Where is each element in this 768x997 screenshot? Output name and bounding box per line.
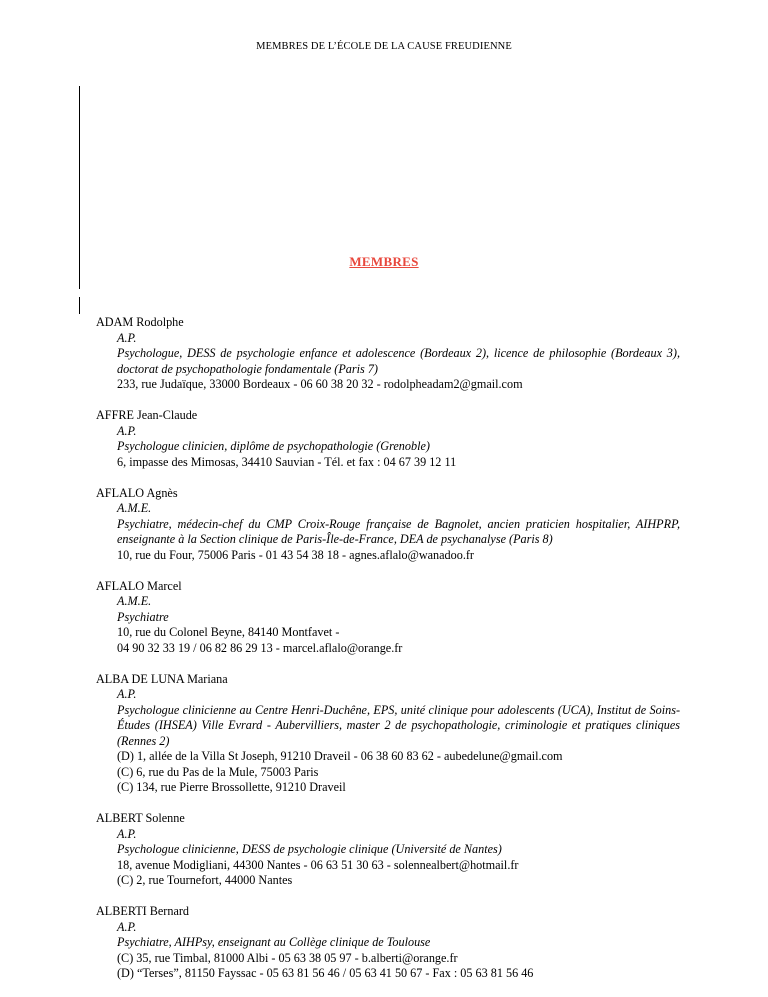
member-entry xyxy=(96,408,680,470)
member-address-line: 18, avenue Modigliani, 44300 Nantes - 06 63 51 30 63 - solennealbert@hotmail.fr xyxy=(117,857,519,872)
member-status: A.M.E. xyxy=(117,594,152,608)
member-address-line: 6, impasse des Mimosas, 34410 Sauvian - Tél. et fax : 04 67 39 12 11 xyxy=(117,454,457,469)
member-details xyxy=(117,827,680,889)
member-details xyxy=(117,424,680,471)
member-address-line: 04 90 32 33 19 / 06 82 86 29 13 - marcel.aflalo@orange.fr xyxy=(117,640,403,655)
member-description: Psychologue clinicienne au Centre Henri-Duchêne, EPS, unité clinique pour adolescents (UCA), Institut de Soins-Études (IHSEA) Ville Evrard - Aubervilliers, master 2 de psychopathologie, criminologie et pratiques cliniques (Rennes 2) xyxy=(117,702,680,748)
member-name: ADAM Rodolphe xyxy=(96,315,184,329)
member-address-line: 233, rue Judaïque, 33000 Bordeaux - 06 60 38 20 32 - rodolpheadam2@gmail.com xyxy=(117,377,523,391)
member-description: Psychologue clinicien, diplôme de psychopathologie (Grenoble) xyxy=(117,439,430,453)
member-address-line: 10, rue du Colonel Beyne, 84140 Montfavet - xyxy=(117,625,340,639)
member-name: AFLALO Marcel xyxy=(96,578,182,593)
member-address-line: (C) 6, rue du Pas de la Mule, 75003 Paris xyxy=(117,764,319,779)
member-entry xyxy=(96,315,680,393)
member-details xyxy=(117,501,680,563)
member-entry xyxy=(96,672,680,796)
member-status: A.P. xyxy=(117,826,137,841)
member-status: A.P. xyxy=(117,687,137,701)
member-status: A.P. xyxy=(117,919,137,934)
member-status: A.P. xyxy=(117,330,137,345)
member-address-line: (C) 35, rue Timbal, 81000 Albi - 05 63 38 05 97 - b.alberti@orange.fr xyxy=(117,950,458,965)
member-entry xyxy=(96,486,680,564)
member-details xyxy=(117,331,680,393)
member-entry xyxy=(96,811,680,889)
member-address-line: (C) 134, rue Pierre Brossollette, 91210 Draveil xyxy=(117,780,346,794)
members-list xyxy=(96,315,680,997)
member-status: A.M.E. xyxy=(117,501,152,515)
member-name: AFFRE Jean-Claude xyxy=(96,408,198,422)
member-name: AFLALO Agnès xyxy=(96,485,178,500)
member-status: A.P. xyxy=(117,423,137,438)
member-entry xyxy=(96,904,680,982)
member-description: Psychiatre xyxy=(117,609,169,624)
member-name: ALBERT Solenne xyxy=(96,811,185,825)
member-address-line: (D) “Terses”, 81150 Fayssac - 05 63 81 56 46 / 05 63 41 50 67 - Fax : 05 63 81 56 46 xyxy=(117,966,534,980)
member-description: Psychiatre, AIHPsy, enseignant au Collège clinique de Toulouse xyxy=(117,935,431,949)
member-details xyxy=(117,687,680,796)
member-address-line: (C) 2, rue Tournefort, 44000 Nantes xyxy=(117,873,293,887)
member-name: ALBERTI Bernard xyxy=(96,904,190,918)
member-description: Psychiatre, médecin-chef du CMP Croix-Rouge française de Bagnolet, ancien praticien hospitalier, AIHPRP, enseignante à la Section clinique de Paris-Île-de-France, DEA de psychanalyse (Paris 8) xyxy=(117,516,680,546)
member-address-line: (D) 1, allée de la Villa St Joseph, 91210 Draveil - 06 38 60 83 62 - aubedelune@gmail.com xyxy=(117,749,563,763)
section-title: MEMBRES xyxy=(349,254,419,269)
margin-change-bar xyxy=(79,297,80,314)
member-entry xyxy=(96,579,680,657)
page-header: MEMBRES DE L’ÉCOLE DE LA CAUSE FREUDIENNE xyxy=(256,41,512,52)
member-name: ALBA DE LUNA Mariana xyxy=(96,671,228,686)
member-address-line: 10, rue du Four, 75006 Paris - 01 43 54 38 18 - agnes.aflalo@wanadoo.fr xyxy=(117,547,474,562)
member-details xyxy=(117,920,680,982)
member-description: Psychologue clinicienne, DESS de psychologie clinique (Université de Nantes) xyxy=(117,842,502,856)
member-description: Psychologue, DESS de psychologie enfance et adolescence (Bordeaux 2), licence de philosophie (Bordeaux 3), doctorat de psychopathologie fondamentale (Paris 7) xyxy=(117,346,680,376)
member-details xyxy=(117,594,680,656)
